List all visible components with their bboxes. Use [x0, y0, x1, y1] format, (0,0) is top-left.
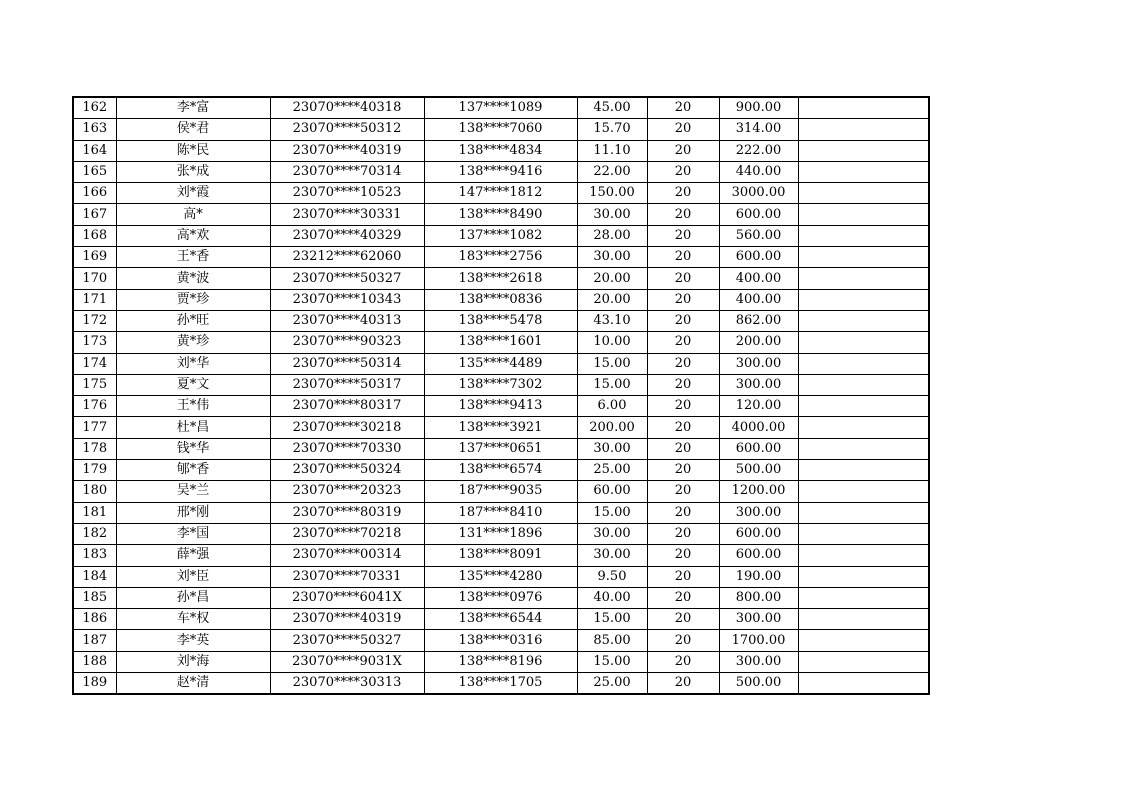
phone-cell: 135****4280 — [424, 566, 577, 587]
row-number-cell: 176 — [73, 396, 116, 417]
phone-cell: 138****2618 — [424, 268, 577, 289]
name-cell: 高*欢 — [116, 225, 270, 246]
phone-cell: 138****4834 — [424, 140, 577, 161]
id-number-cell: 23070****50324 — [270, 460, 424, 481]
rate-cell: 20 — [647, 438, 719, 459]
table-row — [73, 310, 929, 331]
name-cell: 郇*香 — [116, 460, 270, 481]
amount-cell: 1200.00 — [719, 481, 798, 502]
amount-cell: 4000.00 — [719, 417, 798, 438]
rate-cell: 20 — [647, 140, 719, 161]
rate-cell: 20 — [647, 651, 719, 672]
phone-cell: 138****7060 — [424, 119, 577, 140]
name-cell: 李*富 — [116, 97, 270, 119]
id-number-cell: 23070****30331 — [270, 204, 424, 225]
rate-cell: 20 — [647, 374, 719, 395]
amount-cell: 440.00 — [719, 161, 798, 182]
table-row — [73, 225, 929, 246]
table-row — [73, 587, 929, 608]
phone-cell: 138****9413 — [424, 396, 577, 417]
name-cell: 夏*文 — [116, 374, 270, 395]
area-cell: 45.00 — [577, 97, 647, 119]
remark-cell — [798, 268, 929, 289]
rate-cell: 20 — [647, 545, 719, 566]
id-number-cell: 23070****80319 — [270, 502, 424, 523]
remark-cell — [798, 119, 929, 140]
area-cell: 25.00 — [577, 460, 647, 481]
table-row — [73, 140, 929, 161]
id-number-cell: 23070****70331 — [270, 566, 424, 587]
area-cell: 30.00 — [577, 247, 647, 268]
phone-cell: 138****7302 — [424, 374, 577, 395]
amount-cell: 600.00 — [719, 545, 798, 566]
phone-cell: 138****5478 — [424, 310, 577, 331]
remark-cell — [798, 417, 929, 438]
rate-cell: 20 — [647, 566, 719, 587]
name-cell: 王*香 — [116, 247, 270, 268]
id-number-cell: 23070****40329 — [270, 225, 424, 246]
name-cell: 车*权 — [116, 609, 270, 630]
name-cell: 钱*华 — [116, 438, 270, 459]
phone-cell: 137****0651 — [424, 438, 577, 459]
name-cell: 侯*君 — [116, 119, 270, 140]
amount-cell: 120.00 — [719, 396, 798, 417]
table-row — [73, 183, 929, 204]
rate-cell: 20 — [647, 332, 719, 353]
area-cell: 15.00 — [577, 374, 647, 395]
rate-cell: 20 — [647, 161, 719, 182]
name-cell: 李*英 — [116, 630, 270, 651]
area-cell: 30.00 — [577, 523, 647, 544]
remark-cell — [798, 332, 929, 353]
phone-cell: 138****1601 — [424, 332, 577, 353]
area-cell: 15.00 — [577, 651, 647, 672]
amount-cell: 800.00 — [719, 587, 798, 608]
table-row — [73, 353, 929, 374]
phone-cell: 138****6544 — [424, 609, 577, 630]
table-row — [73, 481, 929, 502]
table-row — [73, 97, 929, 119]
remark-cell — [798, 566, 929, 587]
id-number-cell: 23070****40313 — [270, 310, 424, 331]
table-row — [73, 289, 929, 310]
row-number-cell: 175 — [73, 374, 116, 395]
row-number-cell: 165 — [73, 161, 116, 182]
id-number-cell: 23070****10343 — [270, 289, 424, 310]
row-number-cell: 188 — [73, 651, 116, 672]
phone-cell: 138****0976 — [424, 587, 577, 608]
rate-cell: 20 — [647, 119, 719, 140]
id-number-cell: 23070****00314 — [270, 545, 424, 566]
table-row — [73, 502, 929, 523]
id-number-cell: 23070****20323 — [270, 481, 424, 502]
area-cell: 25.00 — [577, 673, 647, 695]
name-cell: 王*伟 — [116, 396, 270, 417]
amount-cell: 200.00 — [719, 332, 798, 353]
phone-cell: 131****1896 — [424, 523, 577, 544]
area-cell: 40.00 — [577, 587, 647, 608]
area-cell: 28.00 — [577, 225, 647, 246]
name-cell: 吴*兰 — [116, 481, 270, 502]
row-number-cell: 174 — [73, 353, 116, 374]
rate-cell: 20 — [647, 353, 719, 374]
row-number-cell: 172 — [73, 310, 116, 331]
id-number-cell: 23070****9031X — [270, 651, 424, 672]
id-number-cell: 23070****80317 — [270, 396, 424, 417]
row-number-cell: 171 — [73, 289, 116, 310]
name-cell: 高* — [116, 204, 270, 225]
area-cell: 6.00 — [577, 396, 647, 417]
name-cell: 黄*珍 — [116, 332, 270, 353]
row-number-cell: 163 — [73, 119, 116, 140]
name-cell: 张*成 — [116, 161, 270, 182]
amount-cell: 300.00 — [719, 353, 798, 374]
row-number-cell: 169 — [73, 247, 116, 268]
rate-cell: 20 — [647, 481, 719, 502]
id-number-cell: 23070****50327 — [270, 268, 424, 289]
amount-cell: 600.00 — [719, 438, 798, 459]
amount-cell: 862.00 — [719, 310, 798, 331]
area-cell: 22.00 — [577, 161, 647, 182]
rate-cell: 20 — [647, 609, 719, 630]
remark-cell — [798, 545, 929, 566]
table-row — [73, 545, 929, 566]
phone-cell: 147****1812 — [424, 183, 577, 204]
row-number-cell: 168 — [73, 225, 116, 246]
phone-cell: 135****4489 — [424, 353, 577, 374]
rate-cell: 20 — [647, 630, 719, 651]
remark-cell — [798, 523, 929, 544]
name-cell: 黄*波 — [116, 268, 270, 289]
amount-cell: 1700.00 — [719, 630, 798, 651]
table-row — [73, 332, 929, 353]
remark-cell — [798, 630, 929, 651]
amount-cell: 300.00 — [719, 651, 798, 672]
area-cell: 15.00 — [577, 353, 647, 374]
remark-cell — [798, 97, 929, 119]
remark-cell — [798, 396, 929, 417]
amount-cell: 400.00 — [719, 289, 798, 310]
name-cell: 李*国 — [116, 523, 270, 544]
row-number-cell: 183 — [73, 545, 116, 566]
name-cell: 贾*珍 — [116, 289, 270, 310]
amount-cell: 190.00 — [719, 566, 798, 587]
name-cell: 刘*海 — [116, 651, 270, 672]
remark-cell — [798, 161, 929, 182]
row-number-cell: 162 — [73, 97, 116, 119]
area-cell: 15.70 — [577, 119, 647, 140]
data-table — [72, 96, 930, 695]
amount-cell: 560.00 — [719, 225, 798, 246]
amount-cell: 222.00 — [719, 140, 798, 161]
row-number-cell: 167 — [73, 204, 116, 225]
id-number-cell: 23070****70330 — [270, 438, 424, 459]
table-row — [73, 566, 929, 587]
remark-cell — [798, 247, 929, 268]
area-cell: 30.00 — [577, 438, 647, 459]
phone-cell: 137****1082 — [424, 225, 577, 246]
rate-cell: 20 — [647, 289, 719, 310]
area-cell: 10.00 — [577, 332, 647, 353]
phone-cell: 187****9035 — [424, 481, 577, 502]
table-row — [73, 417, 929, 438]
id-number-cell: 23070****10523 — [270, 183, 424, 204]
row-number-cell: 182 — [73, 523, 116, 544]
rate-cell: 20 — [647, 247, 719, 268]
area-cell: 200.00 — [577, 417, 647, 438]
remark-cell — [798, 460, 929, 481]
name-cell: 刘*臣 — [116, 566, 270, 587]
row-number-cell: 170 — [73, 268, 116, 289]
phone-cell: 138****9416 — [424, 161, 577, 182]
remark-cell — [798, 310, 929, 331]
name-cell: 刘*华 — [116, 353, 270, 374]
name-cell: 赵*清 — [116, 673, 270, 695]
rate-cell: 20 — [647, 417, 719, 438]
amount-cell: 300.00 — [719, 609, 798, 630]
amount-cell: 300.00 — [719, 502, 798, 523]
area-cell: 20.00 — [577, 289, 647, 310]
name-cell: 杜*昌 — [116, 417, 270, 438]
area-cell: 11.10 — [577, 140, 647, 161]
area-cell: 43.10 — [577, 310, 647, 331]
id-number-cell: 23070****70218 — [270, 523, 424, 544]
rate-cell: 20 — [647, 523, 719, 544]
table-row — [73, 438, 929, 459]
row-number-cell: 186 — [73, 609, 116, 630]
row-number-cell: 184 — [73, 566, 116, 587]
rate-cell: 20 — [647, 204, 719, 225]
phone-cell: 138****8091 — [424, 545, 577, 566]
amount-cell: 600.00 — [719, 523, 798, 544]
table-row — [73, 630, 929, 651]
table-row — [73, 609, 929, 630]
row-number-cell: 179 — [73, 460, 116, 481]
remark-cell — [798, 587, 929, 608]
name-cell: 孙*昌 — [116, 587, 270, 608]
amount-cell: 300.00 — [719, 374, 798, 395]
amount-cell: 500.00 — [719, 460, 798, 481]
phone-cell: 138****0836 — [424, 289, 577, 310]
table-row — [73, 161, 929, 182]
rate-cell: 20 — [647, 97, 719, 119]
phone-cell: 138****8196 — [424, 651, 577, 672]
table-row — [73, 396, 929, 417]
rate-cell: 20 — [647, 396, 719, 417]
id-number-cell: 23070****30313 — [270, 673, 424, 695]
row-number-cell: 181 — [73, 502, 116, 523]
id-number-cell: 23070****40318 — [270, 97, 424, 119]
area-cell: 9.50 — [577, 566, 647, 587]
phone-cell: 183****2756 — [424, 247, 577, 268]
remark-cell — [798, 289, 929, 310]
amount-cell: 500.00 — [719, 673, 798, 695]
row-number-cell: 164 — [73, 140, 116, 161]
table-row — [73, 119, 929, 140]
area-cell: 30.00 — [577, 204, 647, 225]
amount-cell: 600.00 — [719, 204, 798, 225]
phone-cell: 138****0316 — [424, 630, 577, 651]
rate-cell: 20 — [647, 502, 719, 523]
amount-cell: 3000.00 — [719, 183, 798, 204]
table-row — [73, 673, 929, 695]
id-number-cell: 23070****50314 — [270, 353, 424, 374]
remark-cell — [798, 225, 929, 246]
phone-cell: 138****1705 — [424, 673, 577, 695]
remark-cell — [798, 438, 929, 459]
row-number-cell: 173 — [73, 332, 116, 353]
phone-cell: 138****8490 — [424, 204, 577, 225]
area-cell: 20.00 — [577, 268, 647, 289]
name-cell: 邢*刚 — [116, 502, 270, 523]
remark-cell — [798, 651, 929, 672]
phone-cell: 138****6574 — [424, 460, 577, 481]
table-row — [73, 247, 929, 268]
area-cell: 85.00 — [577, 630, 647, 651]
id-number-cell: 23070****30218 — [270, 417, 424, 438]
row-number-cell: 180 — [73, 481, 116, 502]
amount-cell: 314.00 — [719, 119, 798, 140]
id-number-cell: 23070****90323 — [270, 332, 424, 353]
rate-cell: 20 — [647, 587, 719, 608]
table-row — [73, 523, 929, 544]
id-number-cell: 23212****62060 — [270, 247, 424, 268]
table-row — [73, 460, 929, 481]
id-number-cell: 23070****50312 — [270, 119, 424, 140]
id-number-cell: 23070****70314 — [270, 161, 424, 182]
rate-cell: 20 — [647, 225, 719, 246]
name-cell: 薛*强 — [116, 545, 270, 566]
table-row — [73, 651, 929, 672]
row-number-cell: 177 — [73, 417, 116, 438]
area-cell: 15.00 — [577, 609, 647, 630]
remark-cell — [798, 502, 929, 523]
phone-cell: 138****3921 — [424, 417, 577, 438]
row-number-cell: 166 — [73, 183, 116, 204]
row-number-cell: 185 — [73, 587, 116, 608]
table-row — [73, 204, 929, 225]
remark-cell — [798, 183, 929, 204]
rate-cell: 20 — [647, 310, 719, 331]
remark-cell — [798, 353, 929, 374]
row-number-cell: 189 — [73, 673, 116, 695]
row-number-cell: 178 — [73, 438, 116, 459]
id-number-cell: 23070****40319 — [270, 609, 424, 630]
rate-cell: 20 — [647, 460, 719, 481]
row-number-cell: 187 — [73, 630, 116, 651]
amount-cell: 900.00 — [719, 97, 798, 119]
area-cell: 150.00 — [577, 183, 647, 204]
remark-cell — [798, 204, 929, 225]
remark-cell — [798, 481, 929, 502]
phone-cell: 137****1089 — [424, 97, 577, 119]
remark-cell — [798, 673, 929, 695]
amount-cell: 600.00 — [719, 247, 798, 268]
amount-cell: 400.00 — [719, 268, 798, 289]
table-row — [73, 268, 929, 289]
phone-cell: 187****8410 — [424, 502, 577, 523]
rate-cell: 20 — [647, 673, 719, 695]
name-cell: 孙*旺 — [116, 310, 270, 331]
id-number-cell: 23070****50327 — [270, 630, 424, 651]
name-cell: 刘*霞 — [116, 183, 270, 204]
area-cell: 15.00 — [577, 502, 647, 523]
id-number-cell: 23070****50317 — [270, 374, 424, 395]
remark-cell — [798, 609, 929, 630]
area-cell: 30.00 — [577, 545, 647, 566]
remark-cell — [798, 140, 929, 161]
remark-cell — [798, 374, 929, 395]
rate-cell: 20 — [647, 183, 719, 204]
name-cell: 陈*民 — [116, 140, 270, 161]
area-cell: 60.00 — [577, 481, 647, 502]
table-row — [73, 374, 929, 395]
rate-cell: 20 — [647, 268, 719, 289]
id-number-cell: 23070****6041X — [270, 587, 424, 608]
id-number-cell: 23070****40319 — [270, 140, 424, 161]
